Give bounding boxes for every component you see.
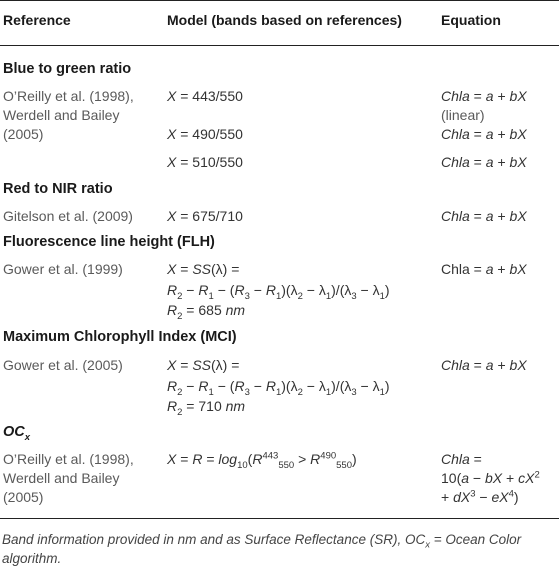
- mci-ref: Gower et al. (2005): [3, 357, 123, 373]
- bg-model-3: X = 510/550: [167, 154, 243, 170]
- bg-model-1: X = 443/550: [167, 88, 243, 104]
- flh-model-3: $R_2 = 685$ nm: [167, 302, 246, 322]
- table-footnote: Band information provided in nm and as Surface Reflectance (SR), $OC_x$ = Ocean Color algorithm.: [2, 532, 522, 566]
- bg-ref-line-3: (2005): [3, 126, 44, 142]
- bottom-rule: [0, 518, 559, 519]
- oc-eq-1: Chla =: [441, 451, 482, 467]
- section-ocx: $OC_x$: [3, 424, 31, 443]
- flh-model-1: X = SS(λ) =: [167, 261, 240, 277]
- rn-model: X = 675/710: [167, 208, 243, 224]
- bg-ref-line-1: O’Reilly et al. (1998),: [3, 88, 134, 104]
- bg-model-2: X = 490/550: [167, 126, 243, 142]
- mci-eq: Chla = a + bX: [441, 357, 527, 373]
- mci-model-1: X = SS(λ) =: [167, 357, 240, 373]
- bg-eq-3: Chla = a + bX: [441, 154, 527, 170]
- oc-ref-line-1: O’Reilly et al. (1998),: [3, 451, 134, 467]
- oc-ref-line-2: Werdell and Bailey: [3, 470, 120, 486]
- rn-ref: Gitelson et al. (2009): [3, 208, 133, 224]
- header-reference: Reference: [3, 12, 71, 28]
- header-equation: Equation: [441, 12, 501, 28]
- header-model: Model (bands based on references): [167, 12, 402, 28]
- rn-eq: Chla = a + bX: [441, 208, 527, 224]
- bg-eq-2: Chla = a + bX: [441, 126, 527, 142]
- bg-ref-line-2: Werdell and Bailey: [3, 107, 120, 123]
- flh-eq: Chla = a + bX: [441, 261, 527, 277]
- section-flh: Fluorescence line height (FLH): [3, 234, 215, 250]
- flh-ref: Gower et al. (1999): [3, 261, 123, 277]
- oc-eq-3: + $dX^3 - eX^4$): [441, 488, 519, 505]
- top-rule: [0, 0, 559, 1]
- section-red-nir: Red to NIR ratio: [3, 181, 113, 197]
- section-blue-green: Blue to green ratio: [3, 61, 132, 77]
- section-mci: Maximum Chlorophyll Index (MCI): [3, 329, 237, 345]
- bg-eq-1-note: (linear): [441, 107, 485, 123]
- mci-model-3: $R_2 = 710$ nm: [167, 398, 246, 418]
- oc-model: $X = R = \log_{10}(R^{443}_{550} > R^{490}_{550})$: [167, 450, 357, 471]
- header-rule: [0, 45, 559, 46]
- mci-model-2: $R_2 - R_1 - (R_3 - R_1)(\lambda_2 - \lambda_1)/(\lambda_3 - \lambda_1)$: [167, 378, 390, 398]
- oc-eq-2: 10(a − bX + $cX^2$: [441, 469, 540, 486]
- bg-eq-1: Chla = a + bX: [441, 88, 527, 104]
- oc-ref-line-3: (2005): [3, 489, 44, 505]
- flh-model-2: $R_2 - R_1 - (R_3 - R_1)(\lambda_2 - \lambda_1)/(\lambda_3 - \lambda_1)$: [167, 282, 390, 302]
